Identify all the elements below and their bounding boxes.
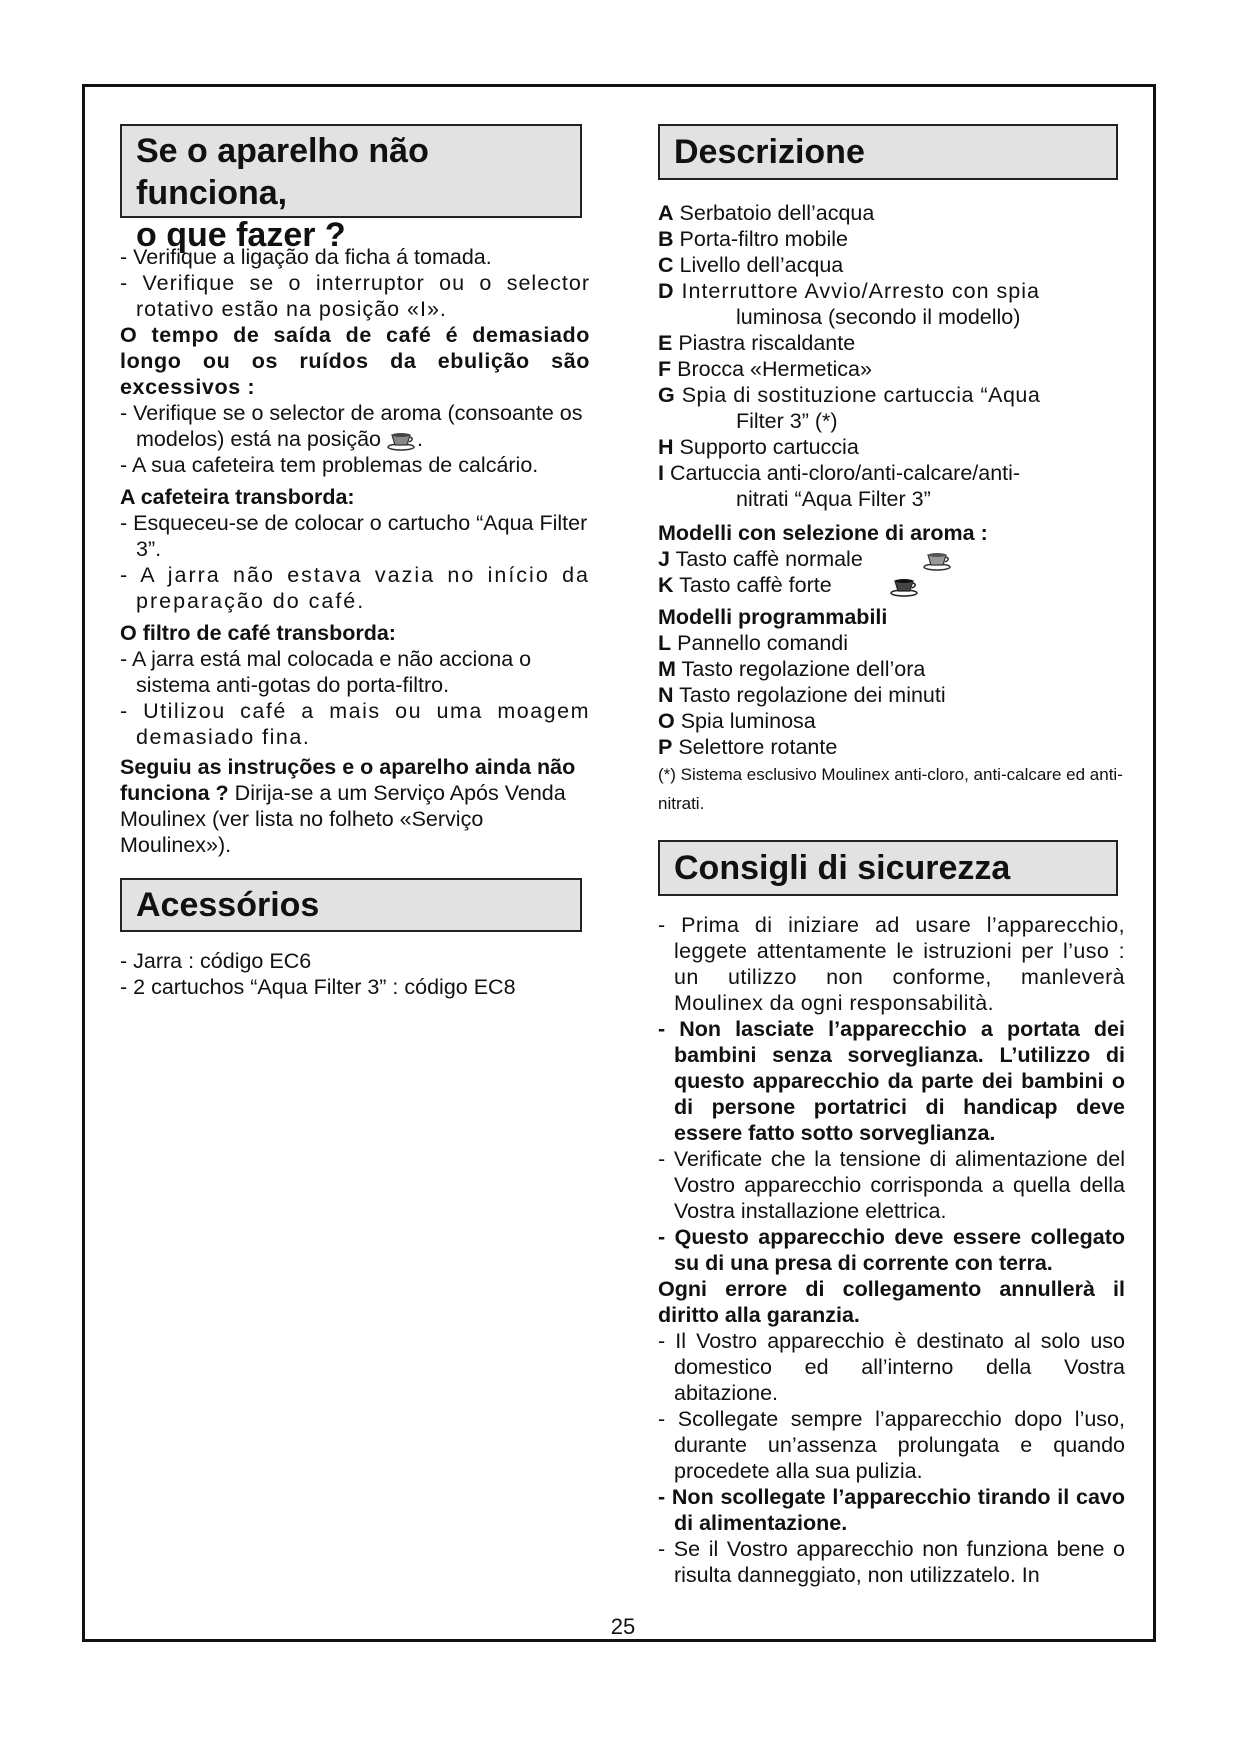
list-item: - Prima di iniziare ad usare l’apparecchio, leggete attentamente le istruzioni per l’uso : un utilizzo non conforme, manleverà Moulinex da ogni responsabilità.: [658, 913, 1125, 1015]
list-item: - Esqueceu-se de colocar o cartucho “Aqua Filter 3”.: [120, 511, 588, 561]
subheading-aroma: Modelli con selezione di aroma :: [658, 521, 988, 545]
aroma-item: J Tasto caffè normale: [658, 546, 1125, 572]
list-item: - Verifique a ligação da ficha á tomada.: [120, 245, 492, 269]
coffee-cup-icon: [387, 429, 417, 451]
footnote: (*) Sistema esclusivo Moulinex anti-cloro, anti-calcare ed anti-nitrati.: [658, 765, 1123, 813]
parts-list: [658, 200, 1125, 818]
part-item: F Brocca «Hermetica»: [658, 357, 872, 381]
list-item: - Verificate che la tensione di alimentazione del Vostro apparecchio corrisponda a quella della Vostra installazione elettrica.: [658, 1147, 1125, 1223]
section-title-description: Descrizione: [658, 124, 1118, 180]
part-item: E Piastra riscaldante: [658, 331, 856, 355]
part-item: D Interruttore Avvio/Arresto con spia: [658, 279, 1040, 303]
part-item: B Porta-filtro mobile: [658, 227, 848, 251]
subheading-filtro: O filtro de café transborda:: [120, 621, 396, 645]
list-item: - Utilizou café a mais ou uma moagem demasiado fina.: [120, 699, 590, 749]
list-item: - Questo apparecchio deve essere collegato su di una presa di corrente con terra.: [658, 1225, 1125, 1275]
list-item: - Non lasciate l’apparecchio a portata dei bambini senza sorveglianza. L’utilizzo di questo apparecchio da parte dei bambini o di persone portatrici di handicap deve essere fatto sotto sorveglianza.: [658, 1017, 1125, 1145]
list-item: - Scollegate sempre l’apparecchio dopo l’uso, durante un’assenza prolungata e quando procedete alla sua pulizia.: [658, 1407, 1125, 1483]
list-item: - Non scollegate l’apparecchio tirando il cavo di alimentazione.: [658, 1485, 1125, 1535]
prog-item: L Pannello comandi: [658, 631, 849, 655]
page-number: 25: [610, 1614, 636, 1639]
part-item: H Supporto cartuccia: [658, 435, 859, 459]
list-item: - A sua cafeteira tem problemas de calcário.: [120, 453, 539, 477]
aroma-item: K Tasto caffè forte: [658, 572, 1125, 598]
safety-list: [658, 912, 1125, 1588]
prog-item: M Tasto regolazione dell’ora: [658, 657, 926, 681]
part-item: A Serbatoio dell’acqua: [658, 201, 875, 225]
part-item: I Cartuccia anti-cloro/anti-calcare/anti-: [658, 461, 1021, 485]
left-column: [120, 124, 590, 1000]
list-item: - A jarra está mal colocada e não acciona o sistema anti-gotas do porta-filtro.: [120, 647, 532, 697]
prog-item: P Selettore rotante: [658, 735, 838, 759]
strong-coffee-cup-icon: [890, 575, 920, 597]
part-item-continued: Filter 3” (*): [736, 409, 838, 433]
part-item-continued: nitrati “Aqua Filter 3”: [736, 487, 931, 511]
list-item: - Verifique se o selector de aroma (consoante os modelos) está na posição .: [120, 401, 583, 451]
accessories-list: [120, 948, 590, 1000]
subheading-programmable: Modelli programmabili: [658, 605, 888, 629]
list-item: - Se il Vostro apparecchio non funziona bene o risulta danneggiato, non utilizzatelo. In: [658, 1537, 1125, 1587]
list-item: - Il Vostro apparecchio è destinato al solo uso domestico ed all’interno della Vostra abitazione.: [658, 1329, 1125, 1405]
support-paragraph: Seguiu as instruções e o aparelho ainda não funciona ? Dirija-se a um Serviço Após Venda Moulinex (ver lista no folheto «Serviço Moulinex»).: [120, 755, 576, 857]
prog-item: O Spia luminosa: [658, 709, 816, 733]
list-item: - Verifique se o interruptor ou o selector rotativo estão na posição «I».: [120, 271, 590, 321]
section-title-accessories: Acessórios: [120, 878, 582, 932]
coffee-cup-icon: [923, 549, 953, 571]
troubleshooting-list: [120, 244, 590, 858]
list-item: Ogni errore di collegamento annullerà il diritto alla garanzia.: [658, 1277, 1125, 1327]
subheading-tempo: O tempo de saída de café é demasiado longo ou os ruídos da ebulição são excessivos :: [120, 323, 590, 399]
part-item: G Spia di sostituzione cartuccia “Aqua: [658, 383, 1041, 407]
part-item-continued: luminosa (secondo il modello): [736, 305, 1021, 329]
section-title-safety: Consigli di sicurezza: [658, 840, 1118, 896]
part-item: C Livello dell’acqua: [658, 253, 844, 277]
right-column: [658, 124, 1125, 1588]
list-item: - Jarra : código EC6: [120, 949, 312, 973]
subheading-transborda: A cafeteira transborda:: [120, 485, 355, 509]
prog-item: N Tasto regolazione dei minuti: [658, 683, 946, 707]
list-item: - A jarra não estava vazia no início da preparação do café.: [120, 563, 590, 613]
list-item: - 2 cartuchos “Aqua Filter 3” : código EC8: [120, 975, 516, 999]
section-title-troubleshooting: Se o aparelho não funciona, o que fazer ?: [120, 124, 582, 218]
